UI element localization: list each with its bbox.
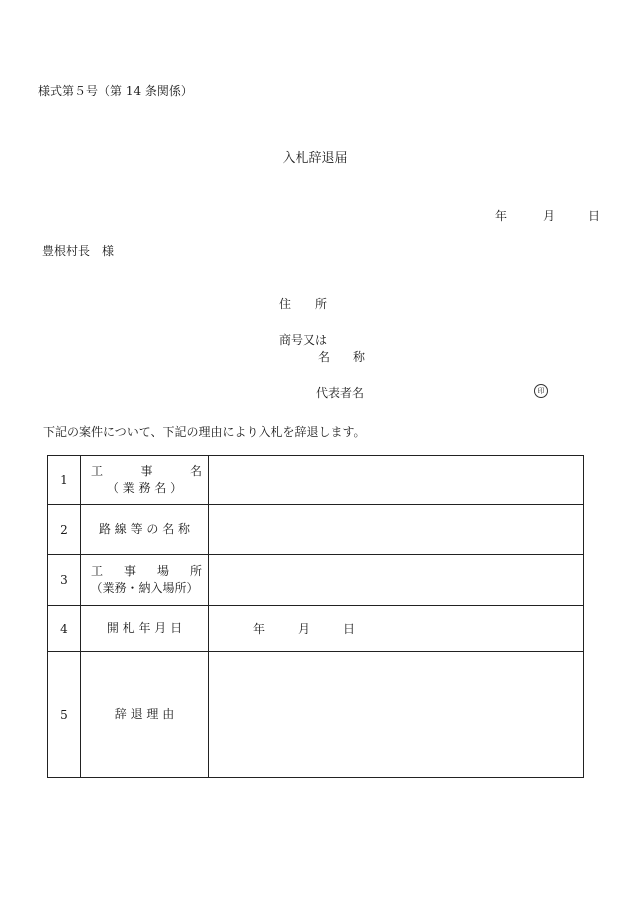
- details-table: [47, 455, 584, 778]
- trade-name-label-1: 商号又は: [279, 333, 328, 347]
- row-number: 4: [48, 606, 81, 652]
- opening-date-year: 年: [253, 622, 266, 636]
- table-row: [48, 606, 584, 652]
- label-char: 事: [123, 564, 136, 578]
- row-number: 2: [48, 505, 81, 555]
- date-year: 年: [495, 209, 508, 223]
- table-row: [48, 555, 584, 606]
- label-char: 場: [156, 564, 169, 578]
- label-sub: （ 業 務 名 ）: [106, 481, 183, 495]
- label-char: 所: [189, 564, 202, 578]
- date-day: 日: [588, 209, 601, 223]
- seal-mark-icon: 印: [534, 384, 548, 398]
- row-label-location: [81, 555, 209, 606]
- trade-name-label-2a: 名: [318, 350, 331, 364]
- opening-date-month: 月: [298, 622, 311, 636]
- route-name-field[interactable]: [209, 505, 584, 555]
- label-sub: （業務・納入場所）: [90, 581, 199, 595]
- table-row: [48, 505, 584, 555]
- submission-date: [495, 207, 600, 224]
- row-label-opening-date: 開 札 年 月 日: [81, 606, 209, 652]
- row-number: 3: [48, 555, 81, 606]
- row-label-project-name: [81, 456, 209, 505]
- label-char: 名: [189, 464, 202, 478]
- addressee: 豊根村長 様: [42, 244, 115, 258]
- address-label-b: 所: [315, 297, 328, 311]
- trade-name-label-2b: 称: [353, 350, 366, 364]
- address-label-a: 住: [279, 297, 292, 311]
- table-row: [48, 456, 584, 505]
- opening-date-field[interactable]: [209, 606, 584, 652]
- opening-date-day: 日: [343, 622, 356, 636]
- table-row: [48, 652, 584, 778]
- document-title: 入札辞退届: [282, 151, 348, 166]
- form-id: 様式第５号（第 14 条関係）: [38, 84, 193, 98]
- representative-label: 代表者名: [316, 386, 365, 400]
- row-number: 5: [48, 652, 81, 778]
- reason-field[interactable]: [209, 652, 584, 778]
- row-number: 1: [48, 456, 81, 505]
- date-month: 月: [543, 209, 556, 223]
- row-label-route-name: 路 線 等 の 名 称: [81, 505, 209, 555]
- label-char: 工: [91, 464, 104, 478]
- trade-name-label-2: [318, 348, 365, 365]
- project-name-field[interactable]: [209, 456, 584, 505]
- row-label-reason: 辞 退 理 由: [81, 652, 209, 778]
- label-char: 工: [91, 564, 104, 578]
- location-field[interactable]: [209, 555, 584, 606]
- intro-text: 下記の案件について、下記の理由により入札を辞退します。: [43, 425, 366, 439]
- label-char: 事: [140, 464, 153, 478]
- address-label: [279, 295, 327, 312]
